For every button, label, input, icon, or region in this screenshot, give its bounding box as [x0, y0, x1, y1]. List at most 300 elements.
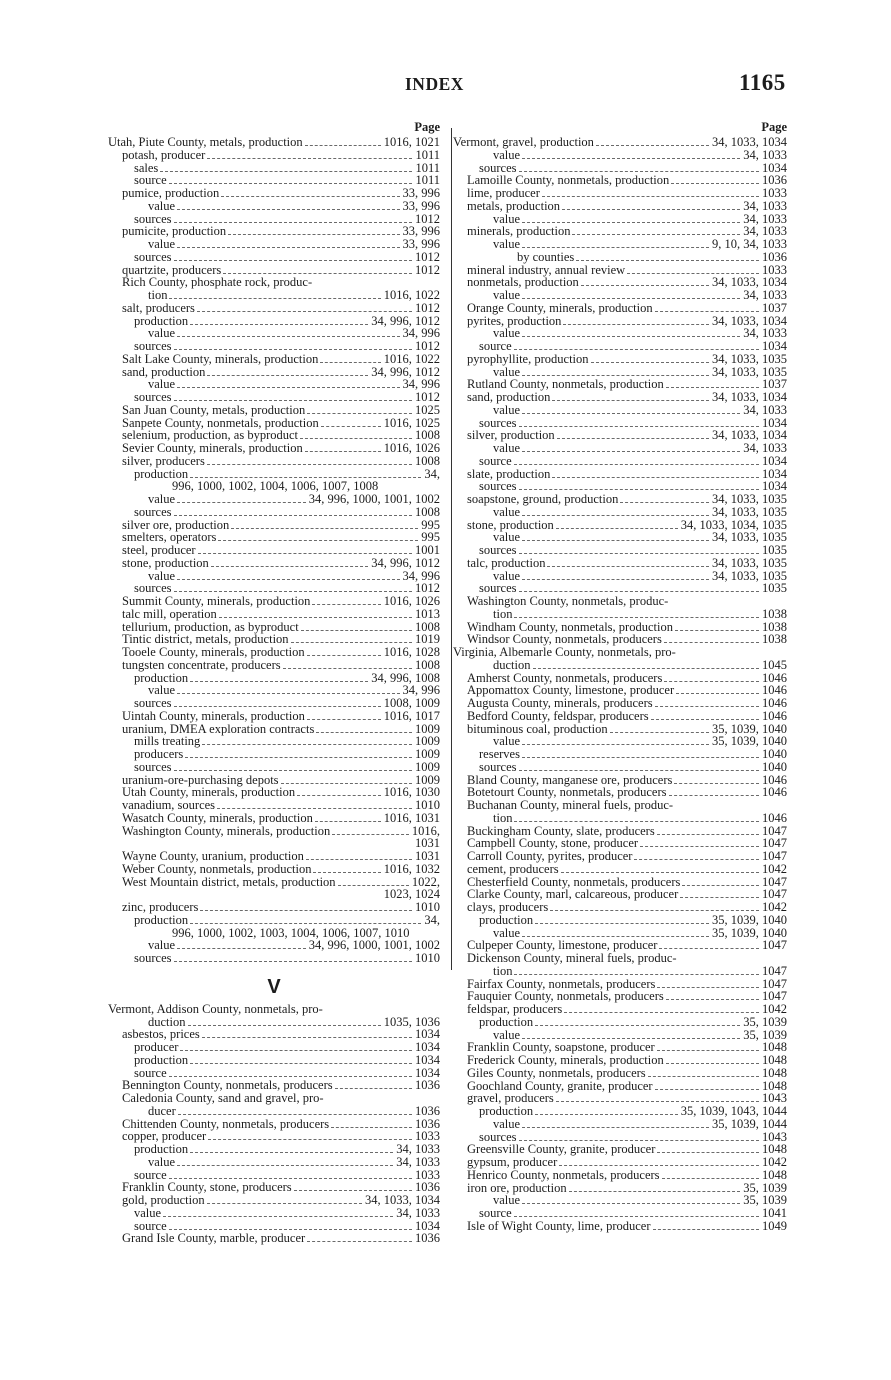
- entry-pages: 1048: [762, 1065, 787, 1080]
- entry-pages: 33, 996: [402, 237, 440, 251]
- dot-leader: [190, 477, 421, 478]
- dot-leader: [576, 260, 759, 261]
- dot-leader: [177, 1165, 393, 1166]
- dot-leader: [675, 808, 784, 809]
- entry-term: silver ore, production: [122, 517, 230, 532]
- dot-leader: [552, 477, 759, 478]
- dot-leader: [653, 1229, 760, 1230]
- entry-pages: 1042: [762, 1155, 787, 1169]
- dot-leader: [648, 1076, 759, 1077]
- entry-term: Lamoille County, nonmetals, production: [467, 173, 670, 188]
- entry-term: value: [148, 198, 176, 213]
- dot-leader: [522, 451, 740, 452]
- entry-pages: 34, 1033, 1035: [712, 568, 787, 583]
- index-entry: [108, 289, 440, 302]
- index-entry: [453, 1118, 787, 1131]
- entry-pages: 34, 996, 1000, 1001, 1002: [308, 492, 440, 506]
- index-entry: [453, 1207, 787, 1220]
- entry-term: value: [148, 1154, 176, 1169]
- dot-leader: [380, 489, 437, 490]
- entry-pages: 1034: [762, 453, 787, 468]
- index-entry: [453, 914, 787, 927]
- entry-pages: 34, 1033, 1034: [712, 313, 787, 328]
- entry-pages: 1034: [415, 1027, 440, 1042]
- dot-leader: [312, 604, 380, 605]
- dot-leader: [163, 1216, 393, 1217]
- index-entry: [453, 391, 787, 404]
- dot-leader: [674, 783, 759, 784]
- dot-leader: [666, 1063, 759, 1064]
- dot-leader: [664, 681, 759, 682]
- entry-pages: 1009: [415, 759, 440, 774]
- page-column-label: Page: [414, 120, 440, 134]
- entry-term: Franklin County, stone, producers: [122, 1180, 292, 1195]
- entry-pages: 1008: [415, 453, 440, 468]
- entry-term: value: [148, 377, 176, 392]
- entry-term: 996, 1000, 1002, 1004, 1006, 1007, 1008: [172, 479, 379, 494]
- entry-term: metals, production: [467, 198, 561, 213]
- dot-leader: [664, 642, 759, 643]
- dot-leader: [177, 579, 399, 580]
- entry-pages: 1047: [762, 823, 787, 838]
- index-entry: [453, 557, 787, 570]
- entry-pages: 1012: [415, 581, 440, 596]
- entry-term: value: [493, 568, 521, 583]
- entry-term: sources: [134, 211, 172, 226]
- entry-pages: 1036: [415, 1116, 440, 1131]
- entry-pages: 34, 996: [402, 683, 440, 698]
- entry-pages: 1008: [415, 657, 440, 672]
- dot-leader: [223, 273, 412, 274]
- index-entry: [108, 1207, 440, 1220]
- entry-term: Vermont, Addison County, nonmetals, pro-: [108, 1001, 323, 1016]
- entry-term: sources: [134, 696, 172, 710]
- dot-leader: [185, 757, 412, 758]
- index-entry: [108, 187, 440, 200]
- dot-leader: [316, 732, 412, 733]
- entry-term: sources: [134, 504, 172, 519]
- entry-pages: 34, 1033, 1035: [712, 555, 787, 570]
- index-entry: [453, 340, 787, 353]
- dot-leader: [338, 885, 409, 886]
- entry-term: sources: [479, 160, 517, 175]
- entry-term: Utah County, minerals, production: [122, 785, 296, 800]
- entry-pages: 34, 996: [402, 377, 440, 392]
- entry-pages: 1023, 1024: [383, 887, 440, 902]
- index-entry: [453, 149, 787, 162]
- entry-pages: 34, 996: [402, 568, 440, 583]
- entry-term: Bland County, manganese ore, producers: [467, 772, 673, 787]
- dot-leader: [519, 489, 760, 490]
- entry-term: Sanpete County, nonmetals, production: [122, 415, 319, 430]
- entry-term: duction: [493, 657, 531, 672]
- entry-pages: 1022,: [411, 874, 440, 889]
- dot-leader: [331, 1127, 412, 1128]
- entry-term: Grand Isle County, marble, producer: [122, 1231, 306, 1246]
- entry-term: Virginia, Albemarle County, nonmetals, pro-: [453, 645, 676, 659]
- entry-pages: 35, 1039: [743, 1193, 787, 1208]
- entry-pages: 34, 1033: [743, 402, 787, 417]
- entry-term: nonmetals, production: [467, 275, 579, 290]
- dot-leader: [535, 1114, 678, 1115]
- right-column: [453, 119, 787, 1233]
- entry-term: pumicite, production: [122, 224, 227, 239]
- dot-leader: [533, 668, 760, 669]
- entry-pages: 34, 1033, 1035: [712, 351, 787, 366]
- dot-leader: [197, 311, 412, 312]
- entry-pages: 1046: [762, 670, 787, 685]
- entry-term: value: [493, 147, 521, 162]
- entry-pages: 1012: [415, 262, 440, 277]
- entry-pages: 1033: [415, 1167, 440, 1182]
- entry-pages: 995: [421, 517, 440, 532]
- entry-term: pyrites, production: [467, 313, 562, 328]
- entry-pages: 1048: [762, 1078, 787, 1093]
- dot-leader: [657, 834, 759, 835]
- entry-term: Goochland County, granite, producer: [467, 1078, 653, 1093]
- entry-term: Rich County, phosphate rock, produc-: [122, 275, 313, 290]
- dot-leader: [522, 936, 709, 937]
- entry-term: minerals, production: [467, 224, 571, 239]
- index-entry: [453, 608, 787, 621]
- entry-term: reserves: [479, 747, 520, 761]
- entry-pages: 1012: [415, 300, 440, 315]
- dot-leader: [657, 1152, 759, 1153]
- dot-leader: [207, 1203, 362, 1204]
- entry-term: value: [493, 402, 521, 417]
- dot-leader: [190, 923, 421, 924]
- entry-pages: 1045: [762, 657, 787, 672]
- dot-leader: [514, 617, 759, 618]
- entry-pages: 1019: [415, 632, 440, 647]
- entry-term: value: [148, 568, 176, 583]
- index-entry: [108, 544, 440, 557]
- index-entry: [108, 1054, 440, 1067]
- entry-term: Windsor County, nonmetals, producers: [467, 632, 662, 647]
- dot-leader: [591, 362, 709, 363]
- dot-leader: [211, 566, 368, 567]
- entry-term: value: [148, 237, 176, 251]
- dot-leader: [177, 247, 399, 248]
- entry-pages: 34, 1033: [743, 147, 787, 162]
- dot-leader: [307, 655, 381, 656]
- index-entry: [108, 404, 440, 417]
- dot-leader: [207, 375, 368, 376]
- dot-leader: [200, 910, 412, 911]
- entry-term: Bennington County, nonmetals, producers: [122, 1078, 333, 1093]
- entry-pages: 35, 1039: [743, 1027, 787, 1042]
- entry-pages: 34, 1033: [396, 1154, 440, 1169]
- entry-term: sources: [479, 759, 517, 774]
- index-entry: [453, 1156, 787, 1169]
- entry-term: Augusta County, minerals, producers: [467, 696, 653, 710]
- entry-pages: 34, 1033: [743, 224, 787, 239]
- dot-leader: [535, 1025, 740, 1026]
- entry-pages: 1043: [762, 1129, 787, 1144]
- entry-term: sand, production: [122, 364, 206, 379]
- entry-pages: 1033: [415, 1129, 440, 1144]
- dot-leader: [519, 770, 760, 771]
- index-entry: [108, 659, 440, 672]
- index-entry: [108, 697, 440, 710]
- dot-leader: [556, 1101, 759, 1102]
- index-entry: [108, 1003, 440, 1016]
- entry-term: Chittenden County, nonmetals, producers: [122, 1116, 330, 1131]
- index-entry: [453, 353, 787, 366]
- entry-pages: 1047: [762, 976, 787, 991]
- entry-pages: 1016, 1032: [383, 861, 440, 876]
- entry-term: Summit County, minerals, production: [122, 594, 311, 608]
- dot-leader: [514, 1216, 759, 1217]
- dot-leader: [202, 744, 412, 745]
- entry-pages: 1009: [415, 747, 440, 761]
- entry-pages: 1012: [415, 390, 440, 404]
- entry-term: Dickenson County, mineral fuels, produc-: [467, 951, 677, 965]
- entry-term: 996, 1000, 1002, 1003, 1004, 1006, 1007, 1010: [172, 925, 410, 940]
- dot-leader: [562, 209, 740, 210]
- entry-term: value: [493, 1193, 521, 1208]
- entry-term: Fairfax County, nonmetals, producers: [467, 976, 656, 991]
- entry-pages: 1040: [762, 759, 787, 774]
- entry-pages: 1016,: [411, 823, 440, 838]
- entry-pages: 1016, 1021: [383, 135, 440, 149]
- index-entries-right: [453, 136, 787, 1233]
- entry-pages: 34, 1033, 1035: [712, 492, 787, 506]
- entry-term: source: [479, 1206, 512, 1220]
- dot-leader: [535, 923, 709, 924]
- entry-term: sources: [134, 759, 172, 774]
- entry-term: Rutland County, nonmetals, production: [467, 377, 664, 392]
- index-entry: [453, 200, 787, 213]
- entry-pages: 1010: [415, 900, 440, 914]
- entry-term: source: [479, 453, 512, 468]
- dot-leader: [675, 630, 759, 631]
- entry-pages: 34, 1033, 1034: [365, 1193, 440, 1207]
- dot-leader: [332, 834, 409, 835]
- entry-pages: 1012: [415, 339, 440, 353]
- entry-term: Isle of Wight County, lime, producer: [467, 1218, 651, 1233]
- dot-leader: [670, 604, 784, 605]
- entry-pages: 34, 1033, 1035: [712, 364, 787, 379]
- entry-pages: 1034: [415, 1218, 440, 1233]
- entry-term: lime, producer: [467, 186, 540, 200]
- entry-term: zinc, producers: [122, 900, 199, 914]
- index-entry: [453, 1016, 787, 1029]
- entry-term: production: [134, 912, 189, 927]
- dot-leader: [669, 795, 759, 796]
- dot-leader: [169, 1076, 412, 1077]
- entry-term: Appomattox County, limestone, producer: [467, 683, 675, 698]
- entry-term: silver, production: [467, 428, 555, 443]
- dot-leader: [198, 553, 412, 554]
- entry-term: pumice, production: [122, 186, 220, 200]
- dot-leader: [325, 1012, 437, 1013]
- entry-pages: 1047: [762, 938, 787, 953]
- dot-leader: [301, 630, 412, 631]
- dot-leader: [174, 222, 413, 223]
- dot-leader: [514, 464, 759, 465]
- dot-leader: [313, 872, 380, 873]
- entry-term: sources: [479, 543, 517, 557]
- dot-leader: [522, 1203, 740, 1204]
- dot-leader: [160, 171, 412, 172]
- entry-pages: 1034: [762, 160, 787, 175]
- entry-pages: 1009: [415, 772, 440, 787]
- dot-leader: [281, 783, 412, 784]
- entry-term: sources: [479, 581, 517, 596]
- entry-term: Vermont, gravel, production: [453, 135, 594, 149]
- entry-term: sources: [134, 339, 172, 353]
- entry-pages: 1009: [415, 734, 440, 749]
- dot-leader: [326, 1101, 437, 1102]
- entry-pages: 1034: [762, 339, 787, 353]
- index-entry: [453, 493, 787, 506]
- entry-pages: 1016, 1031: [383, 810, 440, 825]
- entry-pages: 1011: [415, 147, 440, 162]
- entry-term: Carroll County, pyrites, producer: [467, 849, 633, 863]
- index-entry: [453, 965, 787, 978]
- dot-leader: [320, 362, 380, 363]
- entry-pages: 1033: [762, 186, 787, 200]
- entry-term: value: [493, 1116, 521, 1131]
- dot-leader: [657, 987, 759, 988]
- entry-pages: 34, 1033, 1034, 1035: [680, 517, 787, 532]
- entry-pages: 34, 1033, 1035: [712, 504, 787, 519]
- entry-pages: 1034: [762, 479, 787, 494]
- dot-leader: [321, 426, 381, 427]
- entry-term: value: [493, 925, 521, 940]
- entry-pages: 1034: [762, 466, 787, 481]
- entry-pages: 1046: [762, 772, 787, 787]
- entry-term: bituminous coal, production: [467, 721, 608, 736]
- entry-pages: 1008: [415, 619, 440, 634]
- dot-leader: [547, 566, 709, 567]
- dot-leader: [174, 400, 413, 401]
- index-entry: [108, 761, 440, 774]
- entry-pages: 1034: [762, 415, 787, 430]
- dot-leader: [678, 655, 784, 656]
- entry-term: gravel, producers: [467, 1091, 554, 1106]
- entry-pages: 34,: [424, 912, 440, 927]
- index-entry: [453, 1054, 787, 1067]
- entry-pages: 1036: [415, 1078, 440, 1093]
- entry-term: gypsum, producer: [467, 1155, 558, 1169]
- dot-leader: [522, 375, 709, 376]
- entry-pages: 33, 996: [402, 224, 440, 239]
- dot-leader: [671, 183, 759, 184]
- entry-pages: 1008: [415, 504, 440, 519]
- entry-term: mills treating: [134, 734, 201, 749]
- entry-term: sources: [479, 1129, 517, 1144]
- entry-pages: 1040: [762, 747, 787, 761]
- entry-term: Caledonia County, sand and gravel, pro-: [122, 1091, 324, 1105]
- dot-leader: [655, 311, 759, 312]
- dot-leader: [190, 681, 368, 682]
- dot-leader: [522, 158, 740, 159]
- dot-leader: [596, 145, 709, 146]
- entry-pages: 1046: [762, 810, 787, 825]
- entry-term: production: [134, 466, 189, 481]
- entry-term: tion: [493, 606, 513, 621]
- entry-term: Fauquier County, nonmetals, producers: [467, 989, 664, 1004]
- dot-leader: [522, 515, 709, 516]
- index-entry: [108, 1194, 440, 1207]
- dot-leader: [174, 706, 381, 707]
- index-entry: [108, 136, 440, 149]
- dot-leader: [177, 387, 399, 388]
- dot-leader: [180, 1050, 412, 1051]
- entry-pages: 35, 1039, 1044: [712, 1116, 787, 1131]
- entry-pages: 1012: [415, 249, 440, 264]
- entry-term: San Juan County, metals, production: [122, 402, 306, 417]
- entry-pages: 1043: [762, 1091, 787, 1106]
- entry-term: silver, producers: [122, 453, 205, 468]
- dot-leader: [522, 222, 740, 223]
- dot-leader: [519, 426, 760, 427]
- entry-pages: 35, 1039, 1043, 1044: [680, 1104, 787, 1118]
- entry-term: tion: [493, 963, 513, 978]
- entry-term: value: [493, 441, 521, 455]
- entry-term: Salt Lake County, minerals, production: [122, 351, 319, 366]
- entry-term: value: [493, 288, 521, 302]
- entry-term: sources: [479, 415, 517, 430]
- dot-leader: [297, 795, 381, 796]
- dot-leader: [305, 145, 381, 146]
- entry-pages: 34, 1033, 1034: [712, 390, 787, 404]
- entry-term: production: [134, 670, 189, 685]
- entry-pages: 1025: [415, 402, 440, 417]
- dot-leader: [620, 502, 709, 503]
- entry-pages: 1048: [762, 1053, 787, 1067]
- entry-pages: 1047: [762, 836, 787, 851]
- entry-term: sources: [134, 249, 172, 264]
- entry-term: value: [493, 326, 521, 341]
- index-entry: [108, 1105, 440, 1118]
- entry-pages: 1031: [415, 849, 440, 863]
- dot-leader: [514, 974, 759, 975]
- entry-term: vanadium, sources: [122, 798, 216, 812]
- entry-pages: 1035, 1036: [383, 1014, 440, 1029]
- dot-leader: [522, 757, 759, 758]
- dot-leader: [174, 349, 413, 350]
- dot-leader: [572, 234, 740, 235]
- index-entry: [453, 1169, 787, 1182]
- dot-leader: [680, 897, 759, 898]
- entry-pages: 1035: [762, 543, 787, 557]
- entry-pages: 1033: [762, 262, 787, 277]
- entry-pages: 34, 1033: [743, 441, 787, 455]
- entry-pages: 1048: [762, 1167, 787, 1182]
- entry-term: talc mill, operation: [122, 606, 217, 621]
- index-entry: [108, 557, 440, 570]
- entry-term: sales: [134, 160, 159, 175]
- index-entry: [453, 1220, 787, 1233]
- dot-leader: [291, 642, 412, 643]
- entry-term: source: [479, 339, 512, 353]
- entry-term: stone, production: [122, 555, 209, 570]
- index-entry: [108, 825, 440, 838]
- entry-pages: 1047: [762, 887, 787, 902]
- index-entry: [453, 761, 787, 774]
- dot-leader: [294, 1190, 412, 1191]
- entry-pages: 1037: [762, 377, 787, 392]
- entry-term: production: [479, 1014, 534, 1029]
- index-entry: [453, 595, 787, 608]
- entry-term: Buchanan County, mineral fuels, produc-: [467, 798, 674, 812]
- entry-pages: 1016, 1017: [383, 708, 440, 723]
- dot-leader: [190, 1152, 393, 1153]
- index-entries-left: [108, 136, 440, 965]
